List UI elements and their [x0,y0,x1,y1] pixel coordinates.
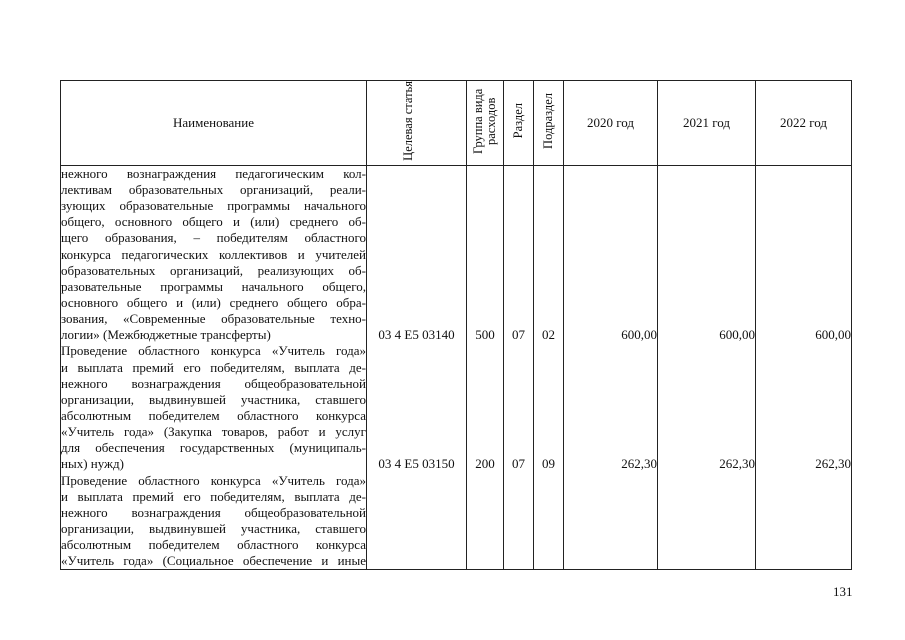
row-text-line: организации, выдвинувшей участника, ставшего [61,520,366,536]
row-text-line: и выплата премий его победителям, выплата де- [61,488,366,504]
row-text-line: и выплата премий его победителям, выплата де- [61,359,366,375]
row-text-line: нежного вознаграждения общеобразовательной [61,375,366,391]
header-expense-group: Группа вида расходов [467,81,504,166]
row-text-line: Проведение областного конкурса «Учитель года» [61,472,366,488]
value-2021-cell: 600,00 262,30 [658,165,756,570]
row-text-line: разовательные программы начального общего, [61,278,366,294]
row-text-line: лективам образовательных организаций, реали- [61,181,366,197]
row-text-line: зующих образовательные программы начального [61,198,366,214]
expense-group-cell: 500 200 [467,165,504,570]
row-text-line: зования, «Современные образовательные техно- [61,311,366,327]
name-cell [61,165,367,570]
page-number: 131 [833,584,853,599]
row-text-line: Проведение областного конкурса «Учитель года» [61,343,366,359]
row-text-line: ных) нужд) [61,456,124,472]
header-subsection: Подраздел [534,81,564,166]
row-text-line: «Учитель года» (Социальное обеспечение и иные [61,553,366,569]
row-text-line: нежного вознаграждения педагогическим кол- [61,165,366,181]
header-2020: 2020 год [564,81,658,166]
row-text-line: абсолютным победителем областного конкурса [61,537,366,553]
value-2020-cell: 600,00 262,30 [564,165,658,570]
value-2022-cell: 600,00 262,30 [756,165,852,570]
row-text-line: организации, выдвинувшей участника, ставшего [61,391,366,407]
row-text-line: щего образования, – победителям областного [61,230,366,246]
header-2022: 2022 год [756,81,852,166]
table-header-row [61,81,852,166]
table-body-row [61,165,852,570]
target-article-cell: 03 4 E5 03140 03 4 E5 03150 [367,165,467,570]
header-name: Наименование [61,81,367,166]
subsection-cell: 02 09 [534,165,564,570]
row-text-line: образовательных организаций, реализующих об- [61,262,366,278]
header-target-article: Целевая статья [367,81,467,166]
row-text-line: основного общего и (или) среднего общего обра- [61,294,366,310]
row-text-line: конкурса педагогических коллективов и учителей [61,246,366,262]
header-2021: 2021 год [658,81,756,166]
row-text-line: нежного вознаграждения общеобразовательной [61,504,366,520]
budget-table [60,80,852,570]
row-text-line: общего, основного общего и (или) среднего об- [61,214,366,230]
row-text-line: абсолютным победителем областного конкурса [61,407,366,423]
header-section: Раздел [504,81,534,166]
row-text-line: «Учитель года» (Закупка товаров, работ и услуг [61,424,366,440]
section-cell: 07 07 [504,165,534,570]
row-text-line: для обеспечения государственных (муниципаль- [61,440,366,456]
row-text-line: логии» (Межбюджетные трансферты) [61,327,271,343]
